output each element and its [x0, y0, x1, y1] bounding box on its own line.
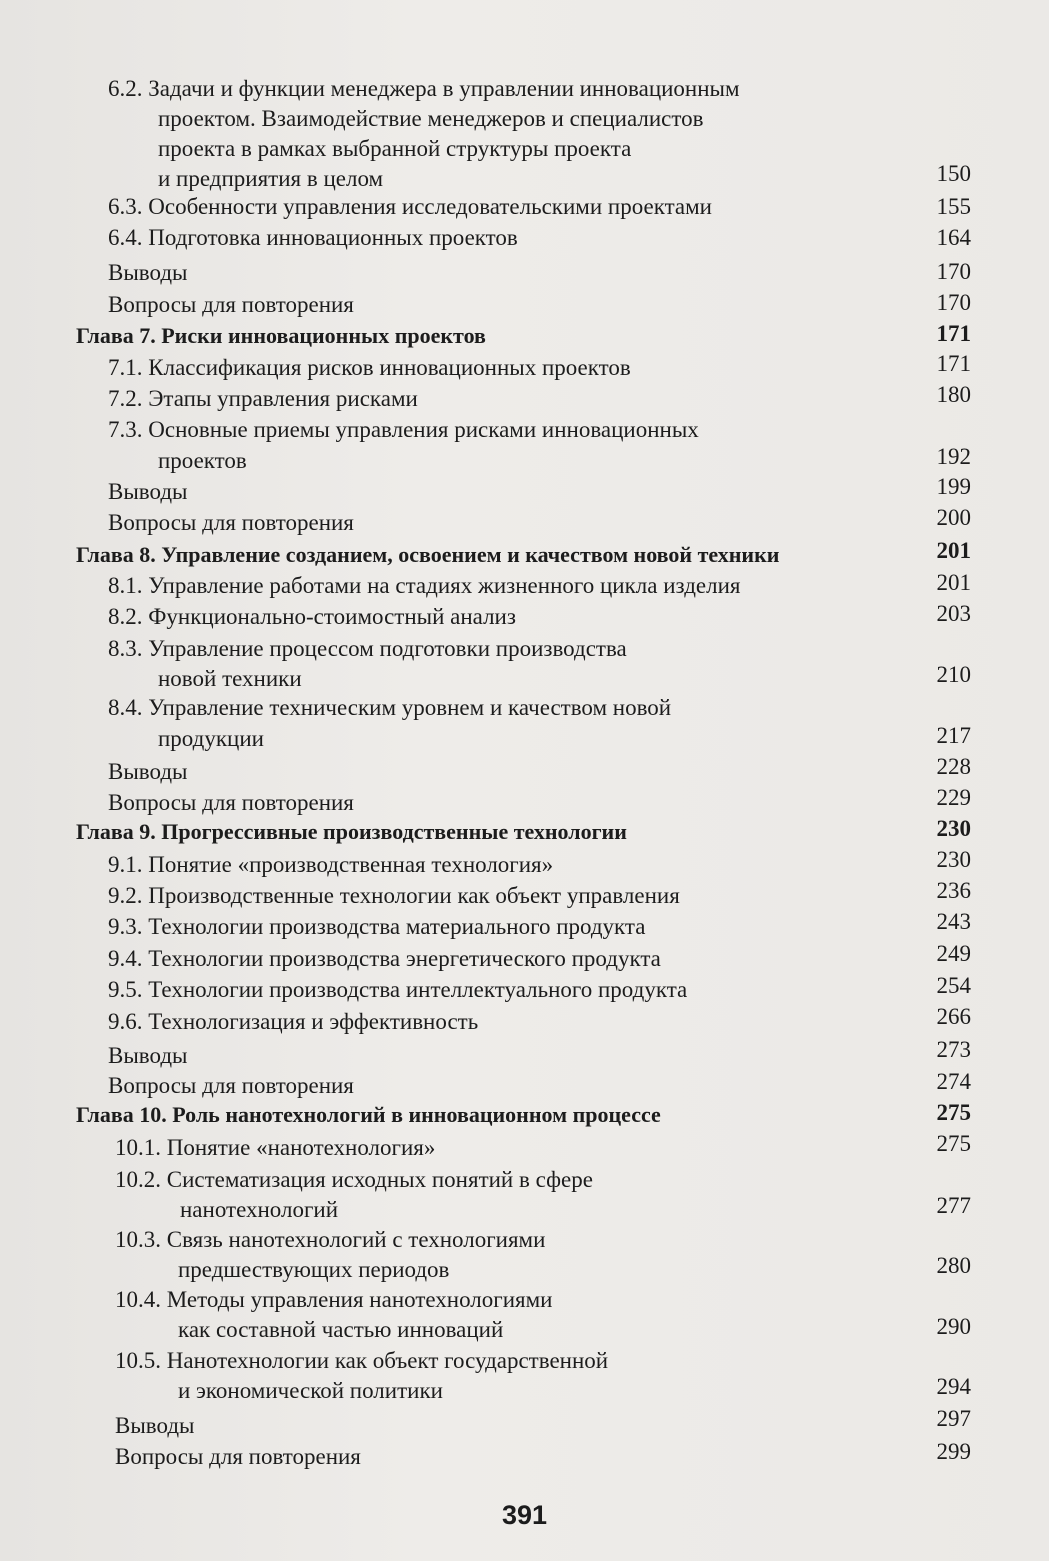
section-title: Вопросы для повторения	[108, 1073, 354, 1098]
section-title: 10.2. Систематизация исходных понятий в сфере	[115, 1167, 593, 1192]
toc-page-number: 230	[936, 847, 971, 872]
toc-page-number: 275	[936, 1100, 971, 1125]
section-title: Выводы	[108, 1043, 188, 1068]
toc-page-number: 170	[936, 290, 971, 315]
section-title: 8.4. Управление техническим уровнем и качеством новой	[108, 695, 672, 720]
section-title: проектом. Взаимодействие менеджеров и специалистов	[158, 106, 704, 131]
chapter-title: Глава 7. Риски инновационных проектов	[76, 323, 486, 348]
section-title: 9.3. Технологии производства материального продукта	[108, 914, 646, 939]
chapter-title: Глава 9. Прогрессивные производственные технологии	[76, 819, 627, 844]
section-title: Вопросы для повторения	[108, 292, 354, 317]
section-title: Вопросы для повторения	[108, 510, 354, 535]
section-title: Выводы	[108, 260, 188, 285]
toc-page-number: 275	[936, 1131, 971, 1156]
section-title: новой техники	[158, 666, 302, 691]
section-title: 9.4. Технологии производства энергетического продукта	[108, 946, 661, 971]
section-title: как составной частью инноваций	[178, 1317, 504, 1342]
section-title: продукции	[158, 726, 264, 751]
section-title: 7.3. Основные приемы управления рисками инновационных	[108, 417, 699, 442]
toc-page-number: 274	[936, 1069, 971, 1094]
toc-page-number: 171	[936, 321, 971, 346]
chapter-title: Глава 10. Роль нанотехнологий в инновационном процессе	[76, 1102, 661, 1127]
page-number: 391	[501, 1500, 548, 1530]
toc-page-number: 201	[936, 538, 971, 563]
section-title: 9.5. Технологии производства интеллектуального продукта	[108, 977, 688, 1002]
chapter-title: Глава 8. Управление созданием, освоением и качеством новой техники	[76, 542, 780, 567]
section-title: Выводы	[108, 479, 188, 504]
section-title: 7.2. Этапы управления рисками	[108, 386, 418, 411]
toc-page-number: 254	[936, 973, 971, 998]
section-title: 7.1. Классификация рисков инновационных проектов	[108, 355, 631, 380]
toc-page-number: 201	[936, 570, 971, 595]
toc-page-number: 210	[936, 662, 971, 687]
toc-page-number: 170	[936, 259, 971, 284]
section-title: проекта в рамках выбранной структуры проекта	[158, 136, 632, 161]
section-title: 9.6. Технологизация и эффективность	[108, 1009, 479, 1034]
section-title: нанотехнологий	[180, 1197, 339, 1222]
toc-page-number: 192	[936, 444, 971, 469]
section-title: 8.3. Управление процессом подготовки производства	[108, 636, 627, 661]
toc-page-number: 200	[936, 505, 971, 530]
section-title: 6.4. Подготовка инновационных проектов	[108, 225, 518, 250]
section-title: предшествующих периодов	[178, 1257, 450, 1282]
toc-page-number: 266	[936, 1004, 971, 1029]
section-title: и предприятия в целом	[158, 166, 384, 191]
section-title: Выводы	[108, 759, 188, 784]
toc-page-number: 273	[936, 1037, 971, 1062]
section-title: 9.2. Производственные технологии как объект управления	[108, 883, 680, 908]
toc-page-number: 199	[936, 474, 971, 499]
toc-page-number: 236	[936, 878, 971, 903]
toc-page-number: 150	[936, 161, 971, 186]
section-title: 6.2. Задачи и функции менеджера в управлении инновационным	[108, 76, 740, 101]
toc-page-number: 243	[936, 909, 971, 934]
toc-page-number: 203	[936, 601, 971, 626]
section-title: Вопросы для повторения	[115, 1444, 361, 1469]
toc-page-number: 180	[936, 382, 971, 407]
toc-page-number: 230	[936, 816, 971, 841]
toc-page-number: 297	[936, 1406, 971, 1431]
toc-page-number: 155	[936, 194, 971, 219]
toc-page-number: 249	[936, 941, 971, 966]
section-title: Выводы	[115, 1413, 195, 1438]
toc-page-number: 229	[936, 785, 971, 810]
toc-page-number: 299	[936, 1439, 971, 1464]
section-title: и экономической политики	[178, 1378, 443, 1403]
toc-page-number: 164	[936, 225, 971, 250]
section-title: 8.2. Функционально-стоимостный анализ	[108, 604, 516, 629]
section-title: 10.3. Связь нанотехнологий с технологиями	[115, 1227, 546, 1252]
section-title: 8.1. Управление работами на стадиях жизненного цикла изделия	[108, 573, 741, 598]
toc-page-number: 228	[936, 754, 971, 779]
toc-page-number: 294	[936, 1374, 971, 1399]
section-title: 6.3. Особенности управления исследовательскими проектами	[108, 194, 712, 219]
toc-page-number: 277	[936, 1193, 971, 1218]
toc-page-number: 217	[936, 723, 971, 748]
section-title: 10.5. Нанотехнологии как объект государственной	[115, 1348, 609, 1373]
toc-page-number: 171	[936, 351, 971, 376]
section-title: 9.1. Понятие «производственная технология»	[108, 852, 554, 877]
section-title: 10.1. Понятие «нанотехнология»	[115, 1135, 436, 1160]
section-title: Вопросы для повторения	[108, 790, 354, 815]
toc-page-number: 280	[936, 1253, 971, 1278]
toc-page-number: 290	[936, 1314, 971, 1339]
section-title: 10.4. Методы управления нанотехнологиями	[115, 1287, 553, 1312]
section-title: проектов	[158, 448, 247, 473]
